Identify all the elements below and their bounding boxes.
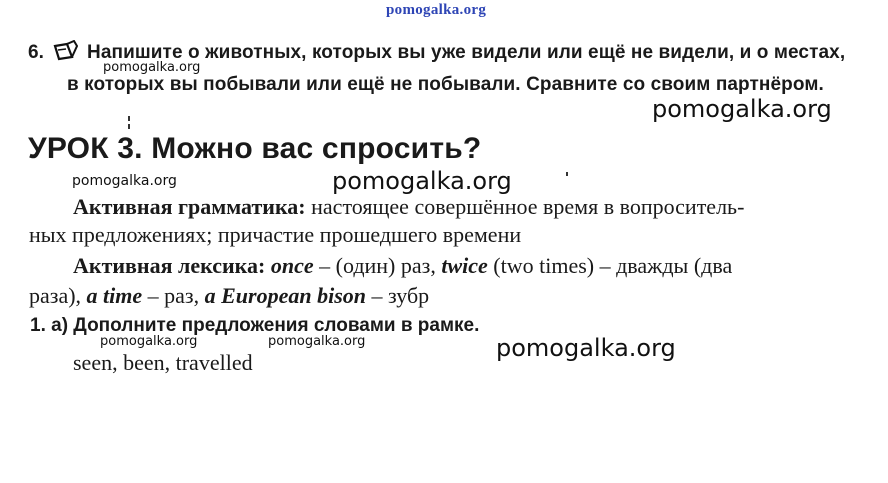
vocab-line-1 [73, 253, 732, 279]
vocab-bison: a European bison [204, 283, 367, 308]
vocab-a-time: a time [86, 283, 143, 308]
vocab-once-translation: – (один) раз, [313, 253, 442, 278]
stray-mark [128, 116, 130, 121]
stray-mark [566, 172, 568, 176]
vocab-twice-translation: (two times) – дважды (два [487, 253, 733, 278]
grammar-description: настоящее совершённое время в вопроситель- [305, 194, 745, 219]
watermark-top: pomogalka.org [386, 2, 487, 18]
grammar-label: Активная грамматика: [73, 194, 306, 219]
watermark: pomogalka.org [100, 334, 198, 349]
watermark: pomogalka.org [72, 173, 177, 189]
vocab-bison-translation: – зубр [366, 283, 430, 308]
vocab-line-2-start: раза), [29, 283, 87, 308]
watermark: pomogalka.org [496, 334, 676, 362]
watermark: pomogalka.org [268, 334, 366, 349]
task-1-instruction: 1. а) Дополните предложения словами в рамке. [30, 315, 480, 336]
task-6-text-line-1: Напишите о животных, которых вы уже видели или ещё не видели, и о местах, [87, 42, 846, 63]
pencil-icon [52, 40, 78, 62]
watermark: pomogalka.org [103, 60, 201, 75]
task-6-number: 6. [28, 42, 44, 63]
vocab-twice: twice [441, 253, 488, 278]
word-box: seen, been, travelled [73, 350, 253, 375]
vocab-label: Активная лексика: [73, 253, 266, 278]
vocab-line-2 [29, 283, 429, 309]
watermark: pomogalka.org [652, 95, 832, 123]
lesson-title: УРОК 3. Можно вас спросить? [28, 132, 482, 165]
grammar-line-1 [73, 194, 744, 220]
vocab-once: once [270, 253, 314, 278]
task-6-text-line-2: в которых вы побывали или ещё не побывали. Сравните со своим партнёром. [67, 74, 824, 95]
watermark: pomogalka.org [332, 167, 512, 195]
vocab-a-time-translation: – раз, [142, 283, 205, 308]
stray-mark [128, 124, 130, 129]
grammar-line-2: ных предложениях; причастие прошедшего времени [29, 222, 522, 247]
